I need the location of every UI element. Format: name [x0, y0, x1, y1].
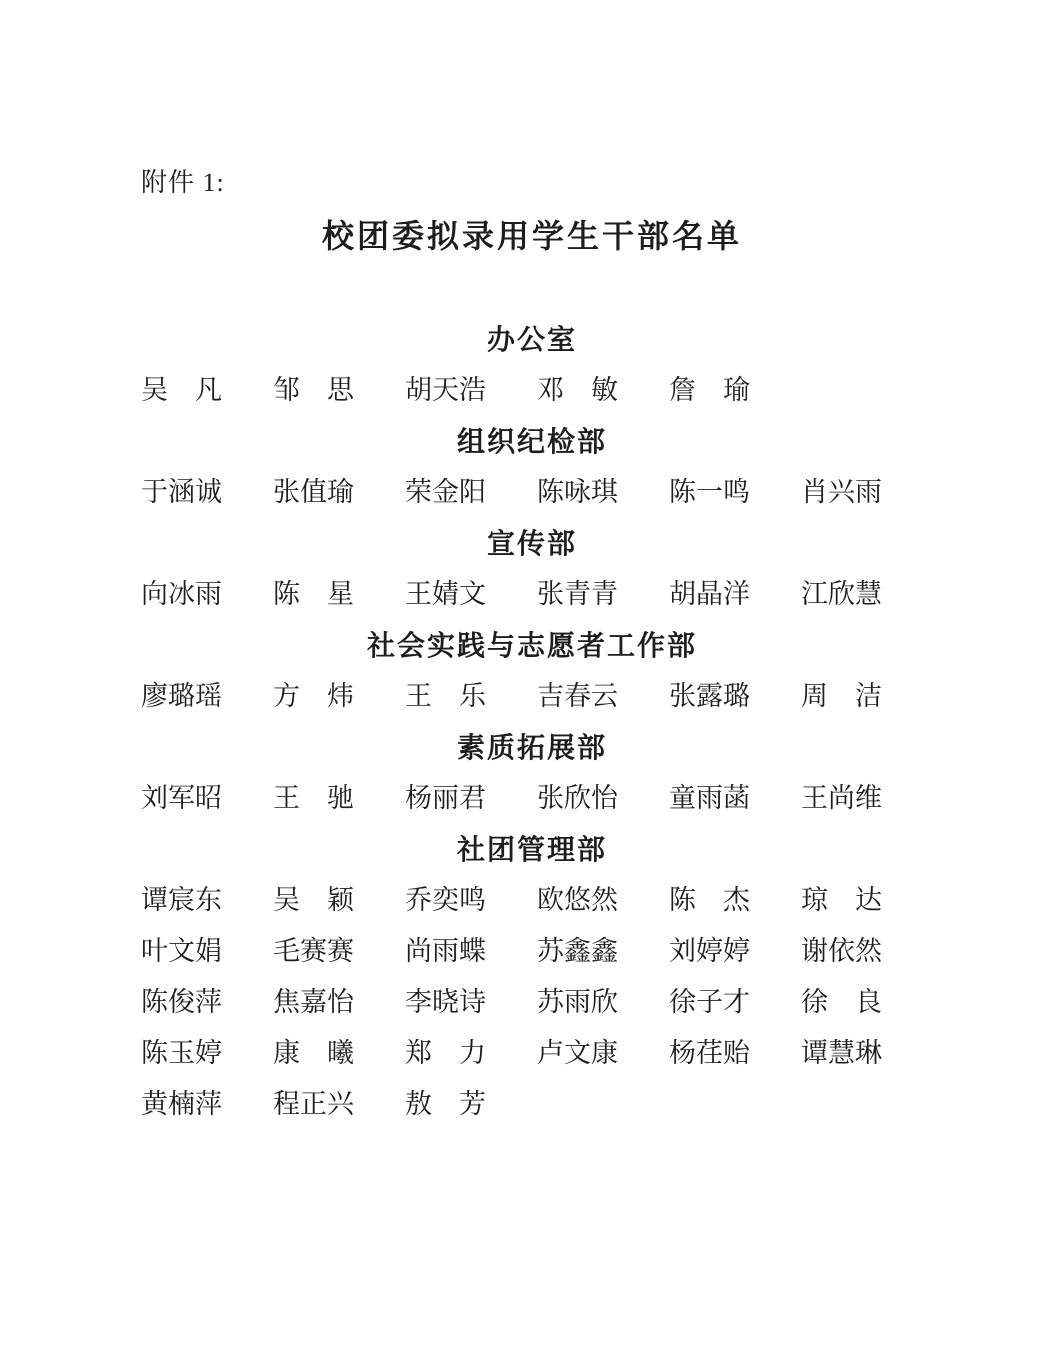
person-name: 廖璐瑶	[141, 681, 222, 711]
person-name: 陈咏琪	[537, 477, 618, 507]
person-name: 郑 力	[405, 1038, 486, 1068]
name-row	[0, 875, 1064, 926]
person-name: 于涵诚	[141, 477, 222, 507]
name-row	[0, 773, 1064, 824]
person-name: 陈 杰	[669, 885, 750, 915]
name-row	[0, 467, 1064, 518]
person-name: 王婧文	[405, 579, 486, 609]
name-row	[0, 1028, 1064, 1079]
person-name: 肖兴雨	[801, 477, 882, 507]
department-section	[0, 518, 1064, 620]
person-name: 徐 良	[801, 987, 882, 1017]
person-name: 杨荏贻	[669, 1038, 750, 1068]
person-name: 詹 瑜	[669, 375, 750, 405]
department-name: 素质拓展部	[456, 732, 607, 763]
person-name: 谭慧琳	[801, 1038, 882, 1068]
department-section	[0, 722, 1064, 824]
person-name: 王尚维	[801, 783, 882, 813]
person-name: 琼 达	[801, 885, 882, 915]
person-name: 胡天浩	[405, 375, 486, 405]
person-name: 张青青	[537, 579, 618, 609]
person-name: 王 驰	[273, 783, 354, 813]
person-name: 李晓诗	[405, 987, 486, 1017]
person-name: 陈 星	[273, 579, 354, 609]
person-name: 敖 芳	[405, 1089, 486, 1119]
person-name: 黄楠萍	[141, 1089, 222, 1119]
person-name: 胡晶洋	[669, 579, 750, 609]
person-name: 童雨菡	[669, 783, 750, 813]
person-name: 向冰雨	[141, 579, 222, 609]
person-name: 杨丽君	[405, 783, 486, 813]
person-name: 方 炜	[273, 681, 354, 711]
person-name: 苏鑫鑫	[537, 936, 618, 966]
name-row	[0, 365, 1064, 416]
person-name: 邹 思	[273, 375, 354, 405]
name-row	[0, 926, 1064, 977]
person-name: 刘婷婷	[669, 936, 750, 966]
name-row	[0, 671, 1064, 722]
person-name: 尚雨蝶	[405, 936, 486, 966]
person-name: 吴 凡	[141, 375, 222, 405]
person-name: 苏雨欣	[537, 987, 618, 1017]
department-name: 宣传部	[486, 528, 577, 559]
person-name: 乔奕鸣	[405, 885, 486, 915]
person-name: 谢依然	[801, 936, 882, 966]
person-name: 欧悠然	[537, 885, 618, 915]
person-name: 陈玉婷	[141, 1038, 222, 1068]
department-section	[0, 314, 1064, 416]
person-name: 毛赛赛	[273, 936, 354, 966]
department-name: 社团管理部	[456, 834, 607, 865]
name-row	[0, 1079, 1064, 1130]
department-name: 社会实践与志愿者工作部	[366, 630, 697, 661]
name-row	[0, 569, 1064, 620]
person-name: 焦嘉怡	[273, 987, 354, 1017]
person-name: 吴 颖	[273, 885, 354, 915]
attachment-label: 附件 1:	[141, 168, 225, 197]
person-name: 王 乐	[405, 681, 486, 711]
person-name: 周 洁	[801, 681, 882, 711]
person-name: 程正兴	[273, 1089, 354, 1119]
document-title: 校团委拟录用学生干部名单	[321, 218, 742, 254]
person-name: 张值瑜	[273, 477, 354, 507]
person-name: 徐子才	[669, 987, 750, 1017]
person-name: 刘军昭	[141, 783, 222, 813]
person-name: 陈俊萍	[141, 987, 222, 1017]
person-name: 陈一鸣	[669, 477, 750, 507]
person-name: 康 曦	[273, 1038, 354, 1068]
person-name: 吉春云	[537, 681, 618, 711]
person-name: 谭宸东	[141, 885, 222, 915]
person-name: 张露璐	[669, 681, 750, 711]
person-name: 荣金阳	[405, 477, 486, 507]
name-row	[0, 977, 1064, 1028]
person-name: 江欣慧	[801, 579, 882, 609]
department-section	[0, 416, 1064, 518]
department-section	[0, 620, 1064, 722]
department-section	[0, 824, 1064, 1130]
department-name: 办公室	[486, 324, 577, 355]
person-name: 卢文康	[537, 1038, 618, 1068]
department-name: 组织纪检部	[456, 426, 607, 457]
person-name: 叶文娟	[141, 936, 222, 966]
person-name: 邓 敏	[537, 375, 618, 405]
person-name: 张欣怡	[537, 783, 618, 813]
department-list	[0, 314, 1064, 1130]
